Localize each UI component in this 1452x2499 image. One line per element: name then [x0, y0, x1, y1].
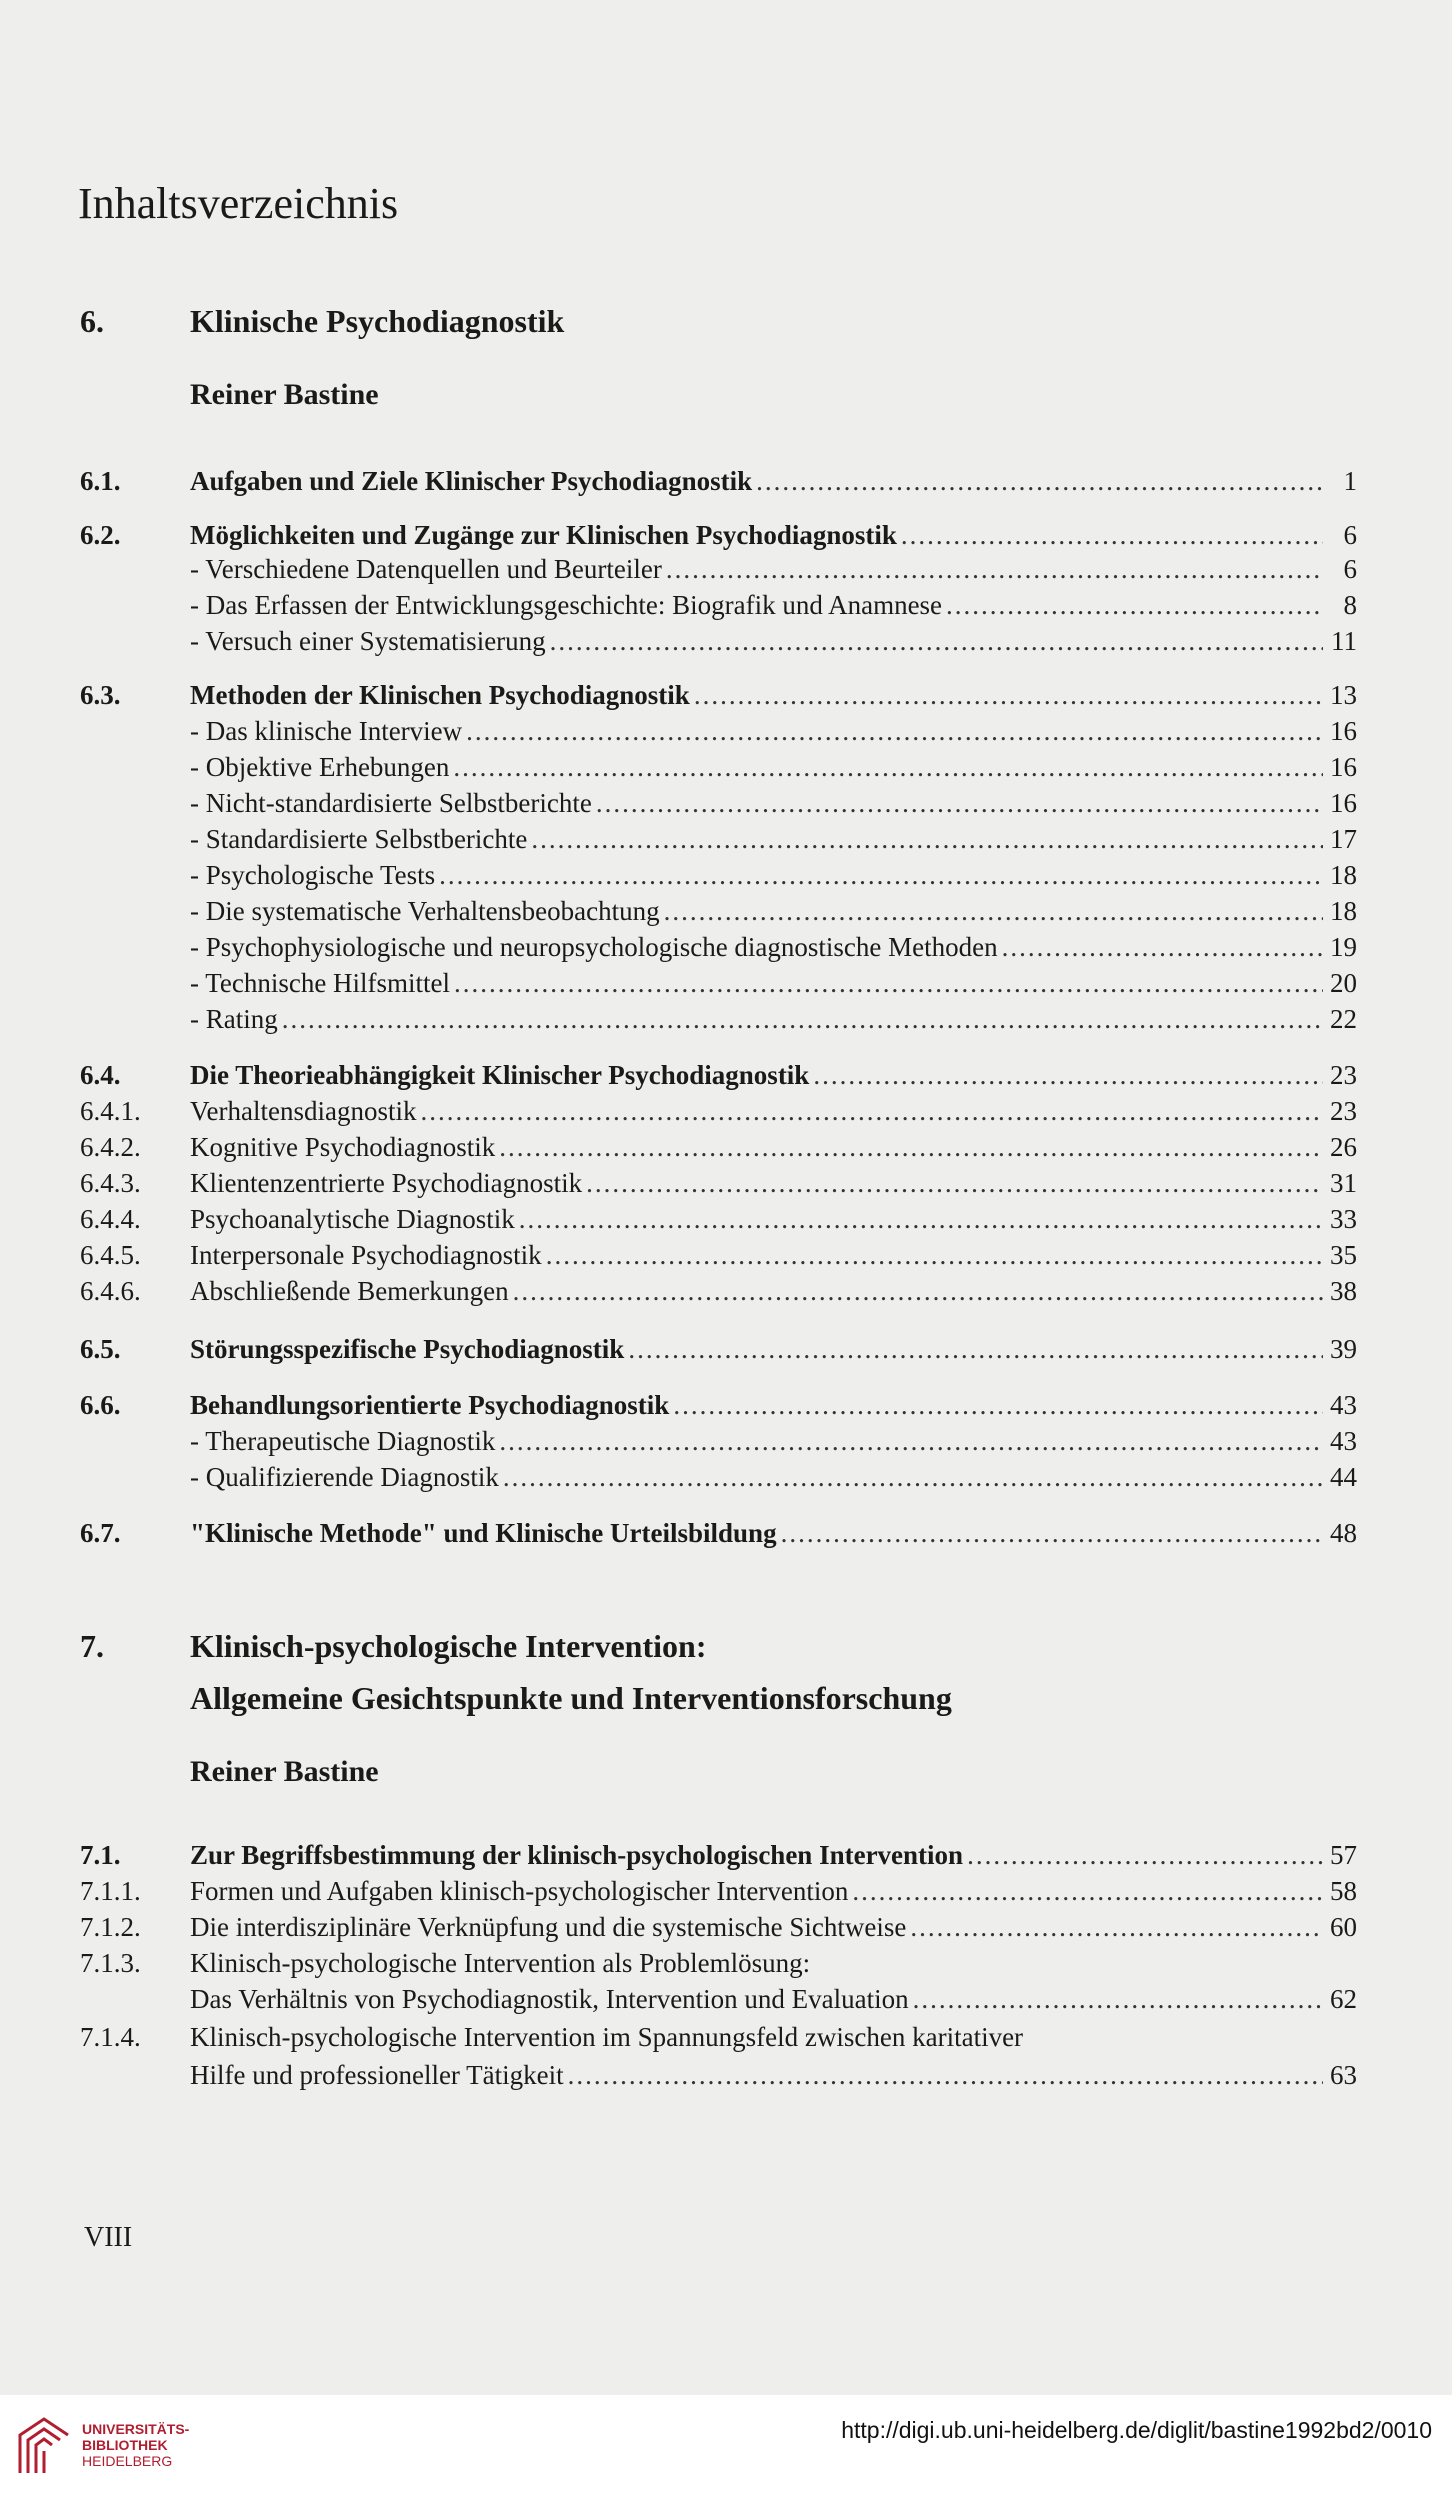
toc-entry-title: Psychoanalytische Diagnostik [190, 1204, 515, 1234]
dot-leader [967, 1836, 1323, 1874]
toc-entry-title: - Standardisierte Selbstberichte [190, 824, 528, 854]
toc-entry-page: 31 [1330, 1168, 1357, 1198]
toc-entry-title: - Therapeutische Diagnostik [190, 1426, 496, 1456]
toc-entry[interactable] [80, 748, 1357, 786]
dot-leader [420, 1092, 1323, 1130]
toc-entry-title: Kognitive Psychodiagnostik [190, 1132, 496, 1162]
toc-entry-page: 1 [1343, 466, 1357, 496]
toc-entry-body [190, 1422, 1357, 1460]
dot-leader [499, 1422, 1323, 1460]
toc-entry-body [190, 1908, 1357, 1946]
toc-entry-page: 6 [1343, 520, 1357, 550]
toc-entry-number: 6.4.4. [80, 1204, 141, 1234]
dot-leader [596, 784, 1323, 822]
toc-entry-number: 6.4.5. [80, 1240, 141, 1270]
toc-entry-page: 44 [1330, 1462, 1357, 1492]
toc-entry-title: - Qualifizierende Diagnostik [190, 1462, 499, 1492]
dot-leader [910, 1908, 1323, 1946]
toc-entry[interactable] [80, 2056, 1357, 2094]
toc-entry-title: Interpersonale Psychodiagnostik [190, 1240, 542, 1270]
toc-entry[interactable] [80, 1908, 1357, 1946]
toc-entry-page: 11 [1331, 626, 1357, 656]
toc-entry-page: 35 [1330, 1240, 1357, 1270]
toc-entry-title: Das Verhältnis von Psychodiagnostik, Intervention und Evaluation [190, 1984, 909, 2014]
toc-entry-body [190, 712, 1357, 750]
toc-entry-title: Die interdisziplinäre Verknüpfung und die systemische Sichtweise [190, 1912, 907, 1942]
chapter-7-author: Reiner Bastine [190, 1755, 379, 1788]
toc-entry-page: 19 [1330, 932, 1357, 962]
toc-entry-body [190, 622, 1357, 660]
chapter-title-line-2: Allgemeine Gesichtspunkte und Interventionsforschung [190, 1680, 952, 1716]
toc-entry[interactable] [80, 1164, 1357, 1202]
library-logo-icon [16, 2413, 72, 2477]
toc-entry[interactable] [80, 1272, 1357, 1310]
toc-entry-body [190, 892, 1357, 930]
toc-entry[interactable] [80, 1092, 1357, 1130]
toc-entry-page: 16 [1330, 788, 1357, 818]
dot-leader [946, 586, 1323, 624]
toc-entry-number: 6.2. [80, 520, 121, 550]
toc-entry-body [190, 1836, 1357, 1874]
page-number: VIII [84, 2222, 133, 2253]
toc-entry-body [190, 1000, 1357, 1038]
dot-leader [519, 1200, 1323, 1238]
dot-leader [901, 516, 1323, 554]
toc-entry-page: 18 [1330, 860, 1357, 890]
toc-entry[interactable] [80, 1000, 1357, 1038]
toc-entry[interactable] [80, 1056, 1357, 1094]
dot-leader [813, 1056, 1323, 1094]
dot-leader [531, 820, 1323, 858]
toc-entry-number: 7.1.3. [80, 1948, 141, 1978]
toc-entry-title: Möglichkeiten und Zugänge zur Klinischen Psychodiagnostik [190, 520, 897, 550]
chapter-title-line-1: Klinisch-psychologische Intervention: [190, 1628, 707, 1664]
toc-entry-title: - Das klinische Interview [190, 716, 463, 746]
library-name [82, 2421, 189, 2469]
toc-entry-body [190, 1386, 1357, 1424]
toc-entry[interactable] [80, 1836, 1357, 1874]
toc-entry-page: 43 [1330, 1426, 1357, 1456]
toc-entry-number: 6.4.1. [80, 1096, 141, 1126]
toc-entry-title: Klinisch-psychologische Intervention als Problemlösung: [190, 1948, 811, 1978]
dot-leader [454, 964, 1323, 1002]
toc-entry-number: 6.7. [80, 1518, 121, 1548]
toc-entry-number: 6.4.6. [80, 1276, 141, 1306]
toc-entry-number: 6.1. [80, 466, 121, 496]
dot-leader [568, 2056, 1323, 2094]
source-url[interactable]: http://digi.ub.uni-heidelberg.de/diglit/bastine1992bd2/0010 [841, 2417, 1432, 2443]
toc-entry-body [190, 1236, 1357, 1274]
dot-leader [694, 676, 1323, 714]
toc-entry-page: 39 [1330, 1334, 1357, 1364]
dot-leader [513, 1272, 1323, 1310]
dot-leader [666, 550, 1323, 588]
toc-entry-title: - Rating [190, 1004, 278, 1034]
toc-entry-page: 26 [1330, 1132, 1357, 1162]
toc-entry-body [190, 820, 1357, 858]
toc-entry[interactable] [80, 1980, 1357, 2018]
toc-entry[interactable] [80, 1422, 1357, 1460]
toc-entry-body [190, 1872, 1357, 1910]
toc-entry-body [190, 2056, 1357, 2094]
dot-leader [673, 1386, 1323, 1424]
footer-bar [0, 2395, 1452, 2499]
chapter-number: 7. [80, 1628, 104, 1664]
toc-entry-page: 62 [1330, 1984, 1357, 2014]
dot-leader [586, 1164, 1323, 1202]
toc-entry[interactable] [80, 1872, 1357, 1910]
toc-entry-title: - Verschiedene Datenquellen und Beurteiler [190, 554, 662, 584]
toc-entry-title: - Die systematische Verhaltensbeobachtung [190, 896, 660, 926]
toc-entry-number: 6.3. [80, 680, 121, 710]
toc-entry[interactable] [80, 676, 1357, 714]
toc-entry[interactable] [80, 516, 1357, 554]
toc-entry-page: 23 [1330, 1096, 1357, 1126]
toc-entry-body [190, 1330, 1357, 1368]
toc-entry-page: 60 [1330, 1912, 1357, 1942]
toc-entry-title: Klinisch-psychologische Intervention im Spannungsfeld zwischen karitativer [190, 2022, 1024, 2052]
toc-entry-body [190, 550, 1357, 588]
toc-entry-body [190, 1458, 1357, 1496]
toc-entry[interactable] [80, 1236, 1357, 1274]
toc-entry[interactable] [80, 1200, 1357, 1238]
toc-entry-page: 6 [1343, 554, 1357, 584]
toc-entry-number: 6.4.3. [80, 1168, 141, 1198]
dot-leader [503, 1458, 1323, 1496]
dot-leader [913, 1980, 1323, 2018]
dot-leader [852, 1872, 1323, 1910]
toc-entry-body [190, 1200, 1357, 1238]
toc-entry-body [190, 586, 1357, 624]
toc-entry-title: Klientenzentrierte Psychodiagnostik [190, 1168, 583, 1198]
dot-leader [550, 622, 1323, 660]
chapter-6-author: Reiner Bastine [190, 378, 379, 411]
toc-entry[interactable] [80, 1944, 1357, 1982]
toc-entry[interactable] [80, 820, 1357, 858]
toc-entry-title: Abschließende Bemerkungen [190, 1276, 509, 1306]
dot-leader [546, 1236, 1323, 1274]
toc-entry-title: Zur Begriffsbestimmung der klinisch-psychologischen Intervention [190, 1840, 964, 1870]
toc-entry-title: Verhaltensdiagnostik [190, 1096, 417, 1126]
dot-leader [781, 1514, 1323, 1552]
toc-entry-body [190, 964, 1357, 1002]
toc-entry-page: 17 [1330, 824, 1357, 854]
toc-entry-title: Aufgaben und Ziele Klinischer Psychodiagnostik [190, 466, 753, 496]
toc-entry-number: 6.6. [80, 1390, 121, 1420]
toc-entry[interactable] [80, 1128, 1357, 1166]
toc-entry-body [190, 1056, 1357, 1094]
toc-entry-body [190, 748, 1357, 786]
dot-leader [282, 1000, 1323, 1038]
dot-leader [453, 748, 1323, 786]
toc-entry[interactable] [80, 712, 1357, 750]
toc-entry-page: 33 [1330, 1204, 1357, 1234]
toc-entry-page: 23 [1330, 1060, 1357, 1090]
toc-entry[interactable] [80, 586, 1357, 624]
toc-entry-page: 63 [1330, 2060, 1357, 2090]
dot-leader [439, 856, 1323, 894]
toc-entry[interactable] [80, 1330, 1357, 1368]
toc-entry-body [190, 1164, 1357, 1202]
toc-entry-title: - Das Erfassen der Entwicklungsgeschichte: Biografik und Anamnese [190, 590, 943, 620]
toc-entry-page: 22 [1330, 1004, 1357, 1034]
toc-entry-title: Methoden der Klinischen Psychodiagnostik [190, 680, 690, 710]
toc-entry[interactable] [80, 2018, 1357, 2056]
toc-entry[interactable] [80, 1386, 1357, 1424]
toc-entry-number: 7.1.2. [80, 1912, 141, 1942]
toc-entry-page: 58 [1330, 1876, 1357, 1906]
toc-entry-page: 20 [1330, 968, 1357, 998]
toc-entry-page: 18 [1330, 896, 1357, 926]
toc-entry[interactable] [80, 462, 1357, 500]
toc-entry-page: 48 [1330, 1518, 1357, 1548]
toc-entry-body [190, 856, 1357, 894]
toc-entry[interactable] [80, 1458, 1357, 1496]
toc-entry-title: - Psychologische Tests [190, 860, 436, 890]
toc-entry[interactable] [80, 1514, 1357, 1552]
toc-entry-number: 7.1.1. [80, 1876, 141, 1906]
toc-entry[interactable] [80, 928, 1357, 966]
toc-entry-title: Formen und Aufgaben klinisch-psychologischer Intervention [190, 1876, 849, 1906]
toc-entry-body [190, 1980, 1357, 2018]
toc-entry-body [190, 462, 1357, 500]
toc-entry-body [190, 1944, 1357, 1982]
toc-entry-page: 16 [1330, 716, 1357, 746]
toc-entry-page: 8 [1343, 590, 1357, 620]
dot-leader [466, 712, 1323, 750]
toc-entry-body [190, 1514, 1357, 1552]
toc-entry-page: 16 [1330, 752, 1357, 782]
toc-entry[interactable] [80, 856, 1357, 894]
toc-entry-title: "Klinische Methode" und Klinische Urteilsbildung [190, 1518, 777, 1548]
library-name-line-1: UNIVERSITÄTS- [82, 2421, 190, 2437]
toc-entry-number: 7.1.4. [80, 2022, 141, 2052]
dot-leader [1002, 928, 1323, 966]
toc-entry-number: 6.5. [80, 1334, 121, 1364]
toc-entry-body [190, 516, 1357, 554]
library-name-line-3: HEIDELBERG [82, 2453, 173, 2469]
toc-entry-body [190, 1272, 1357, 1310]
toc-entry-page: 13 [1330, 680, 1357, 710]
dot-leader [499, 1128, 1323, 1166]
toc-entry-title: Hilfe und professioneller Tätigkeit [190, 2060, 564, 2090]
toc-entry-title: - Nicht-standardisierte Selbstberichte [190, 788, 592, 818]
dot-leader [664, 892, 1323, 930]
toc-entry-page: 43 [1330, 1390, 1357, 1420]
toc-entry-body [190, 2018, 1357, 2056]
toc-entry-title: - Technische Hilfsmittel [190, 968, 451, 998]
toc-entry-title: - Versuch einer Systematisierung [190, 626, 546, 656]
dot-leader [756, 462, 1323, 500]
toc-entry-title: Behandlungsorientierte Psychodiagnostik [190, 1390, 670, 1420]
toc-entry-number: 6.4.2. [80, 1132, 141, 1162]
toc-entry-title: Störungsspezifische Psychodiagnostik [190, 1334, 625, 1364]
toc-entry-body [190, 1092, 1357, 1130]
toc-entry-body [190, 928, 1357, 966]
toc-entry[interactable] [80, 784, 1357, 822]
toc-entry-body [190, 676, 1357, 714]
toc-entry-page: 57 [1330, 1840, 1357, 1870]
page-heading: Inhaltsverzeichnis [78, 179, 399, 228]
toc-entry-body [190, 1128, 1357, 1166]
toc-entry-title: - Psychophysiologische und neuropsychologische diagnostische Methoden [190, 932, 998, 962]
toc-entry[interactable] [80, 622, 1357, 660]
toc-entry[interactable] [80, 550, 1357, 588]
toc-entry-number: 7.1. [80, 1840, 121, 1870]
toc-entry[interactable] [80, 964, 1357, 1002]
toc-entry-number: 6.4. [80, 1060, 121, 1090]
toc-entry-body [190, 784, 1357, 822]
toc-entry-title: Die Theorieabhängigkeit Klinischer Psychodiagnostik [190, 1060, 810, 1090]
toc-entry[interactable] [80, 892, 1357, 930]
toc-entry-title: - Objektive Erhebungen [190, 752, 450, 782]
toc-entry-page: 38 [1330, 1276, 1357, 1306]
chapter-number: 6. [80, 303, 104, 339]
dot-leader [628, 1330, 1323, 1368]
library-name-line-2: BIBLIOTHEK [82, 2437, 168, 2453]
chapter-title: Klinische Psychodiagnostik [190, 303, 565, 339]
